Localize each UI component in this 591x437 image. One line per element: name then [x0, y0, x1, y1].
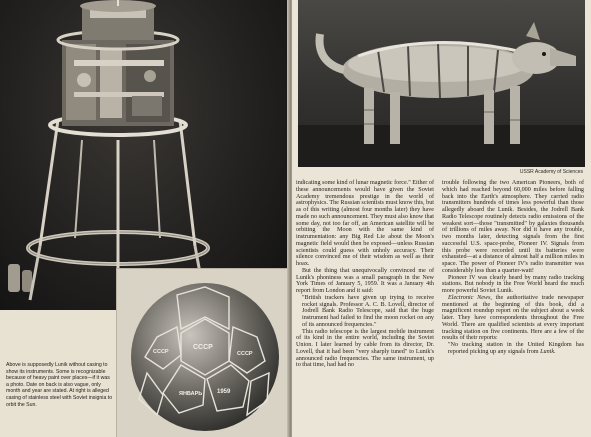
lunik-italic: Lunik. [540, 348, 556, 355]
article-column-right [442, 180, 584, 356]
sphere-label-1: СССР [193, 344, 213, 351]
article-quote-text: "No tracking station in the United Kingdom has reported picking up any signals from [448, 342, 584, 355]
article-column-left [296, 180, 434, 369]
article-paragraph: trouble following the two American Pioneers, both of which had reached beyond 60,000 miles before falling back into the Earth's atmosphere. They carried radio transmitters hundreds of times less powerful than those allegedly aboard the Lunik. Besides, the Jodrell Bank Radio Telescope routinely detects radio emissions of the weakest sort—those "transmitted" by galaxies thousands of trillions of miles away. Nor did it have any trouble, two months later, detecting signals from the first successful U.S. space-probe, Pioneer IV. Signals from this probe were recorded until its batteries were exhausted—at a distance of almost half a million miles in space. The power of Pioneer IV's radio transmitter was considerably less than a quarter-watt! [442, 180, 584, 274]
sphere-label-2: СССР [153, 349, 169, 355]
article-paragraph-text: the authoritative trade newspaper mentioned at the beginning of this book, did a magnificent roundup report on the subject about a week later. They have correspondents throughout the Free World. There are qualified scientists at every important tracking station on five continents. Here are a few of the results of their reports: [442, 294, 584, 342]
article-paragraph: This radio telescope is the largest mobile instrument of its kind in the entire world, including the Soviet Union. I later learned by cable from its director, Dr. Lovell, that it had been "very sharply tuned" to Lunik's announced radio frequencies. The same instrument, up to that time, had had no [296, 328, 434, 369]
lunik-sphere-photo [116, 268, 289, 437]
article-paragraph [442, 295, 584, 342]
left-page [0, 0, 289, 437]
photo-credit: USSR Academy of Sciences [519, 169, 583, 175]
strapped-dog-photo [298, 0, 585, 167]
sphere-label-3: СССР [237, 351, 253, 357]
publication-name: Electronic News, [448, 294, 492, 301]
sphere-label-5: 1959 [217, 389, 231, 395]
sphere-label-4: ЯНВАРЬ [179, 391, 203, 397]
left-photo-caption: Above is supposedly Lunik without casing to show its instruments. Some is recognizable because of heavy paint over places—if it was a photo. Date on back is also vague, only month and year are stated. At right is alleged casing of stainless steel with Soviet insignia to orbit the Sun. [6, 362, 113, 408]
article-paragraph: indicating some kind of lunar magnetic force." Either of these announcements would have given the Soviet Academy tremendous prestige in the world of astrophysics. The Russian scientists must know this, but as of this writing (almost four months later) they have made no such announcement. They must also know that some day, not too far off, an American satellite will be orbiting the Moon with the same kind of instrumentation: any Big Red Lie about the Moon's magnetic field would then be exposed—unless Russian scientists could guess with unholy accuracy. Their silence convinced me of their wisdom as well as their hoax. [296, 180, 434, 267]
right-page [292, 0, 591, 437]
article-quote: "British trackers have given up trying to receive rocket signals. Professor A. C. B. Lovell, director of Jodrell Bank Radio Telescope, said that the huge instrument had failed to find the moon rocket on any of its announced frequencies." [302, 294, 434, 328]
probe-instrument-photo [0, 0, 289, 310]
article-quote [448, 342, 584, 356]
article-paragraph: But the thing that unequivocally convinced me of Lunik's phoniness was a small paragraph in the New York Times of January 5, 1959. It was a January 4th report from London and it said: [296, 267, 434, 294]
article-paragraph: Pioneer IV was clearly heard by many radio tracking stations. But nobody in the Free World heard the much more powerful Soviet Lunik. [442, 274, 584, 294]
